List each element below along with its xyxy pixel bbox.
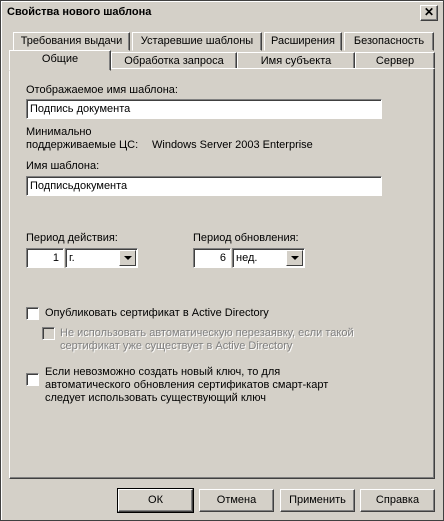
reuse-key-label-line2[interactable]: автоматического обновления сертификатов смарт-карт	[45, 379, 329, 391]
chevron-down-icon[interactable]	[286, 250, 303, 266]
tab-server[interactable]: Сервер	[355, 52, 435, 71]
close-button[interactable]: ✕	[420, 5, 438, 21]
validity-number-value: 1	[52, 252, 59, 264]
template-name-input[interactable]	[26, 176, 382, 196]
reuse-key-label-line3[interactable]: следует использовать существующий ключ	[45, 392, 266, 404]
title-bar	[3, 3, 441, 22]
window-title: Свойства нового шаблона	[7, 6, 152, 18]
publish-ad-checkbox[interactable]	[26, 307, 39, 320]
chevron-down-icon[interactable]	[119, 250, 136, 266]
validity-number-input[interactable]	[26, 248, 64, 268]
tab-general[interactable]: Общие	[9, 50, 111, 71]
display-name-input[interactable]	[26, 99, 382, 119]
tab-request-handling[interactable]: Обработка запроса	[111, 52, 237, 71]
no-reenroll-checkbox	[42, 327, 55, 340]
reuse-key-label-line1[interactable]: Если невозможно создать новый ключ, то для	[45, 366, 281, 378]
tab-extensions[interactable]: Расширения	[264, 32, 342, 51]
no-reenroll-label-line1: Не использовать автоматическую перезаявку, если такой	[60, 327, 354, 339]
min-ca-label-line1: Минимально	[26, 126, 92, 138]
ok-button[interactable]: ОК	[118, 489, 193, 512]
validity-unit-value: г.	[69, 252, 75, 264]
renewal-unit-select[interactable]	[232, 248, 305, 268]
apply-button[interactable]: Применить	[280, 489, 355, 512]
display-name-label: Отображаемое имя шаблона:	[26, 84, 178, 96]
tab-subject-name[interactable]: Имя субъекта	[237, 52, 355, 71]
renewal-unit-value: нед.	[236, 252, 258, 264]
renewal-number-input[interactable]	[193, 248, 231, 268]
general-tab-panel	[9, 68, 435, 479]
display-name-value: Подпись документа	[30, 103, 131, 115]
min-ca-label-line2: поддерживаемые ЦС:	[26, 139, 139, 151]
min-ca-value: Windows Server 2003 Enterprise	[152, 139, 313, 151]
tab-issuance-requirements[interactable]: Требования выдачи	[13, 32, 130, 51]
reuse-key-checkbox[interactable]	[26, 373, 39, 386]
validity-period-label: Период действия:	[26, 232, 118, 244]
no-reenroll-label-line2: сертификат уже существует в Active Directory	[60, 340, 293, 352]
publish-ad-label[interactable]: Опубликовать сертификат в Active Directory	[45, 307, 269, 319]
help-button[interactable]: Справка	[360, 489, 435, 512]
validity-unit-select[interactable]	[65, 248, 138, 268]
tab-security[interactable]: Безопасность	[344, 32, 434, 51]
template-name-value: Подписьдокумента	[30, 180, 128, 192]
renewal-number-value: 6	[219, 252, 226, 264]
cancel-button[interactable]: Отмена	[199, 489, 274, 512]
renewal-period-label: Период обновления:	[193, 232, 299, 244]
template-name-label: Имя шаблона:	[26, 160, 100, 172]
tab-superseded-templates[interactable]: Устаревшие шаблоны	[132, 32, 262, 51]
